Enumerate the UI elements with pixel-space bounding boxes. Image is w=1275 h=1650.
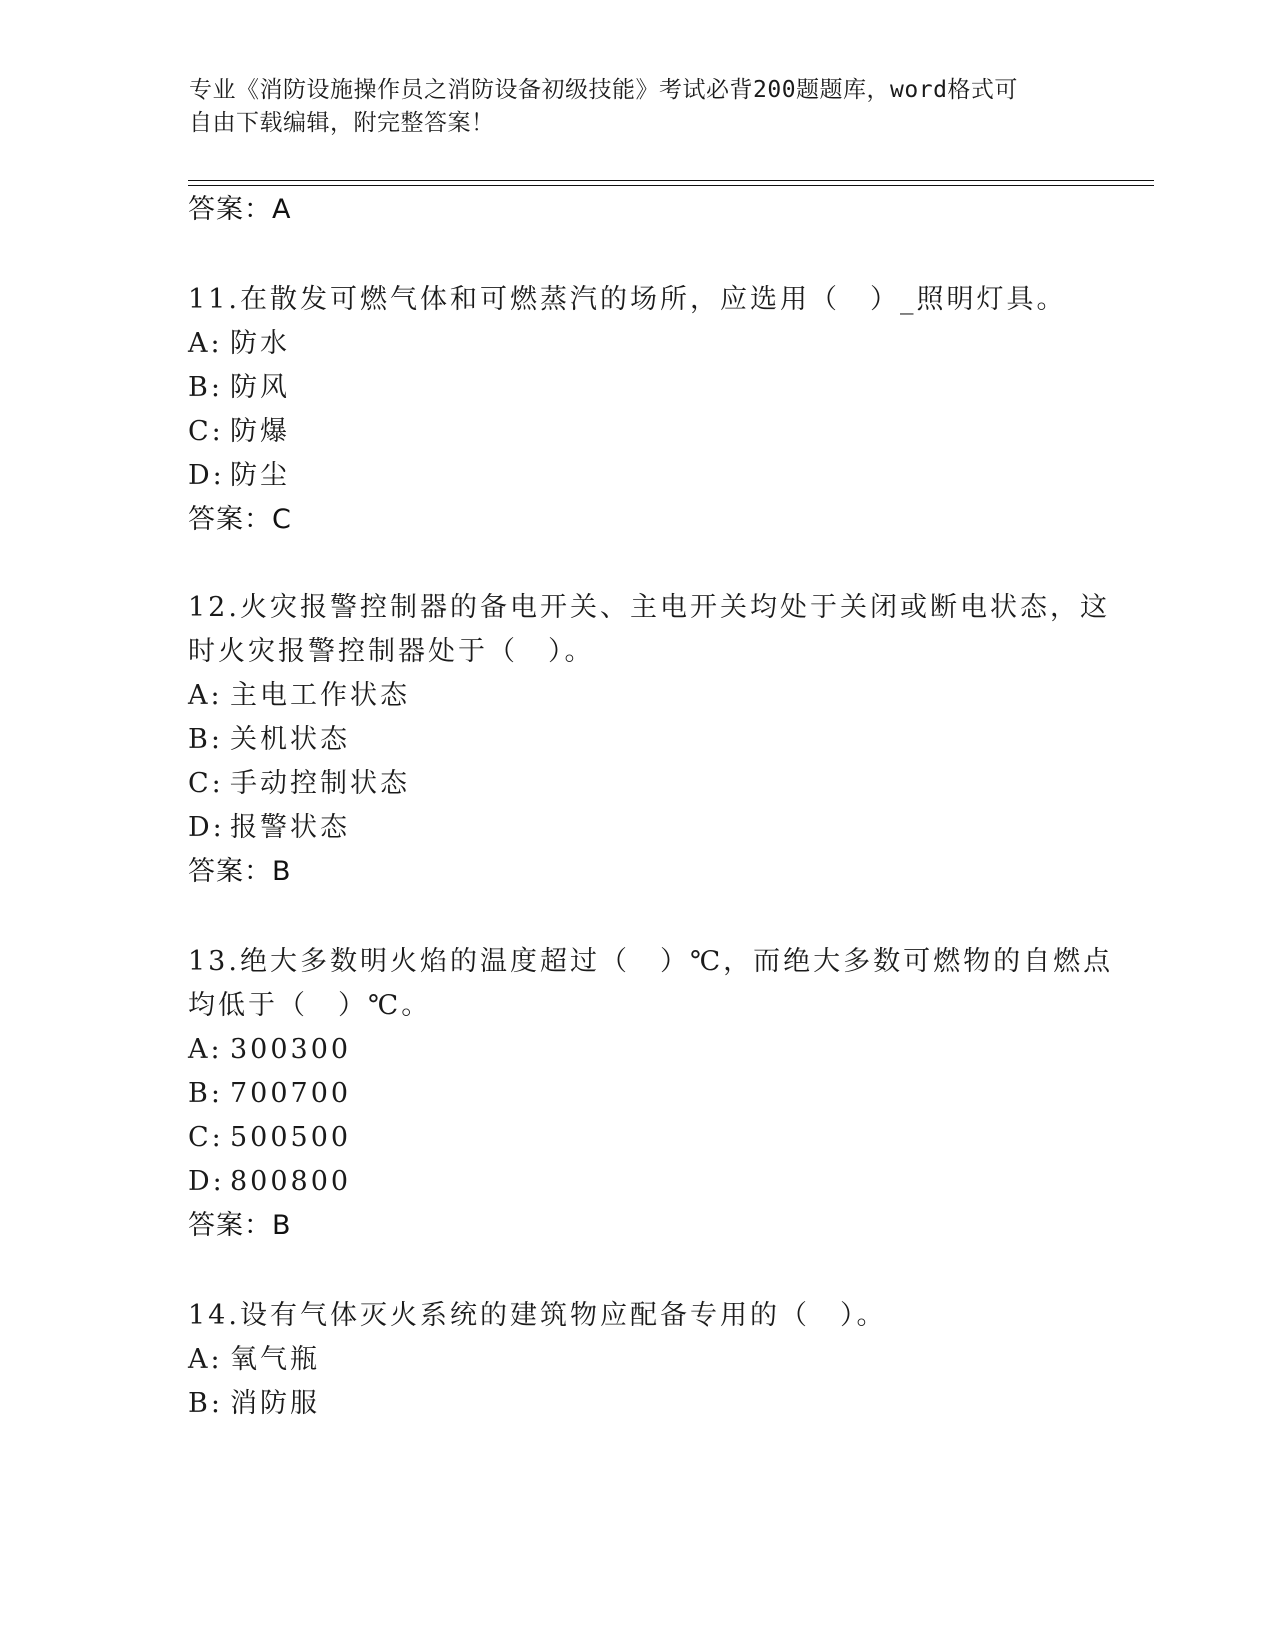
question-stem: 13.绝大多数明火焰的温度超过（ ）℃，而绝大多数可燃物的自燃点 xyxy=(188,946,1114,977)
option-a xyxy=(188,678,410,714)
option-text: 800800 xyxy=(230,1166,352,1197)
question-stem: 14.设有气体灭火系统的建筑物应配备专用的（ ）。 xyxy=(188,1300,887,1331)
option-d xyxy=(188,1164,351,1200)
option-a xyxy=(188,326,290,362)
option-a xyxy=(188,1342,320,1378)
option-text: 氧气瓶 xyxy=(230,1344,320,1375)
question-stem: 11.在散发可燃气体和可燃蒸汽的场所，应选用（ ）_照明灯具。 xyxy=(188,284,1067,315)
option-text: 防水 xyxy=(230,328,290,359)
header-divider-bottom xyxy=(188,185,1154,186)
option-letter: C: xyxy=(188,768,224,799)
option-text: 手动控制状态 xyxy=(230,768,410,799)
document-header xyxy=(189,74,1089,140)
option-letter: D: xyxy=(188,812,225,843)
option-text: 300300 xyxy=(230,1034,352,1065)
option-letter: A: xyxy=(188,328,223,359)
question-stem-continued: 均低于（ ）℃。 xyxy=(188,990,432,1021)
option-letter: A: xyxy=(188,1034,223,1065)
answer-line: 答案：C xyxy=(188,504,292,535)
option-letter: C: xyxy=(188,416,224,447)
question-stem-continued: 时火灾报警控制器处于（ ）。 xyxy=(188,636,595,667)
option-letter: B: xyxy=(188,372,223,403)
option-text: 700700 xyxy=(230,1078,352,1109)
option-text: 报警状态 xyxy=(230,812,350,843)
header-line-2: 自由下载编辑，附完整答案！ xyxy=(189,110,495,136)
option-b xyxy=(188,370,290,406)
option-letter: B: xyxy=(188,1388,223,1419)
option-text: 防风 xyxy=(230,372,290,403)
header-divider-top xyxy=(188,180,1154,181)
option-c xyxy=(188,766,410,802)
option-b xyxy=(188,722,350,758)
option-d xyxy=(188,810,350,846)
answer-line: 答案：A xyxy=(188,194,292,225)
option-letter: C: xyxy=(188,1122,224,1153)
option-text: 防尘 xyxy=(230,460,290,491)
header-line-1: 专业《消防设施操作员之消防设备初级技能》考试必背200题题库，word格式可 xyxy=(189,77,1018,103)
option-a xyxy=(188,1032,351,1068)
option-text: 防爆 xyxy=(230,416,290,447)
option-letter: A: xyxy=(188,1344,223,1375)
option-letter: A: xyxy=(188,680,223,711)
option-letter: B: xyxy=(188,724,223,755)
question-stem: 12.火灾报警控制器的备电开关、主电开关均处于关闭或断电状态，这 xyxy=(188,592,1110,623)
answer-line: 答案：B xyxy=(188,1210,292,1241)
option-letter: D: xyxy=(188,1166,225,1197)
option-c xyxy=(188,414,290,450)
option-text: 500500 xyxy=(230,1122,352,1153)
option-b xyxy=(188,1076,351,1112)
option-letter: B: xyxy=(188,1078,223,1109)
option-c xyxy=(188,1120,351,1156)
option-b xyxy=(188,1386,320,1422)
option-d xyxy=(188,458,290,494)
option-text: 主电工作状态 xyxy=(230,680,410,711)
option-text: 关机状态 xyxy=(230,724,350,755)
answer-line: 答案：B xyxy=(188,856,292,887)
option-letter: D: xyxy=(188,460,225,491)
option-text: 消防服 xyxy=(230,1388,320,1419)
